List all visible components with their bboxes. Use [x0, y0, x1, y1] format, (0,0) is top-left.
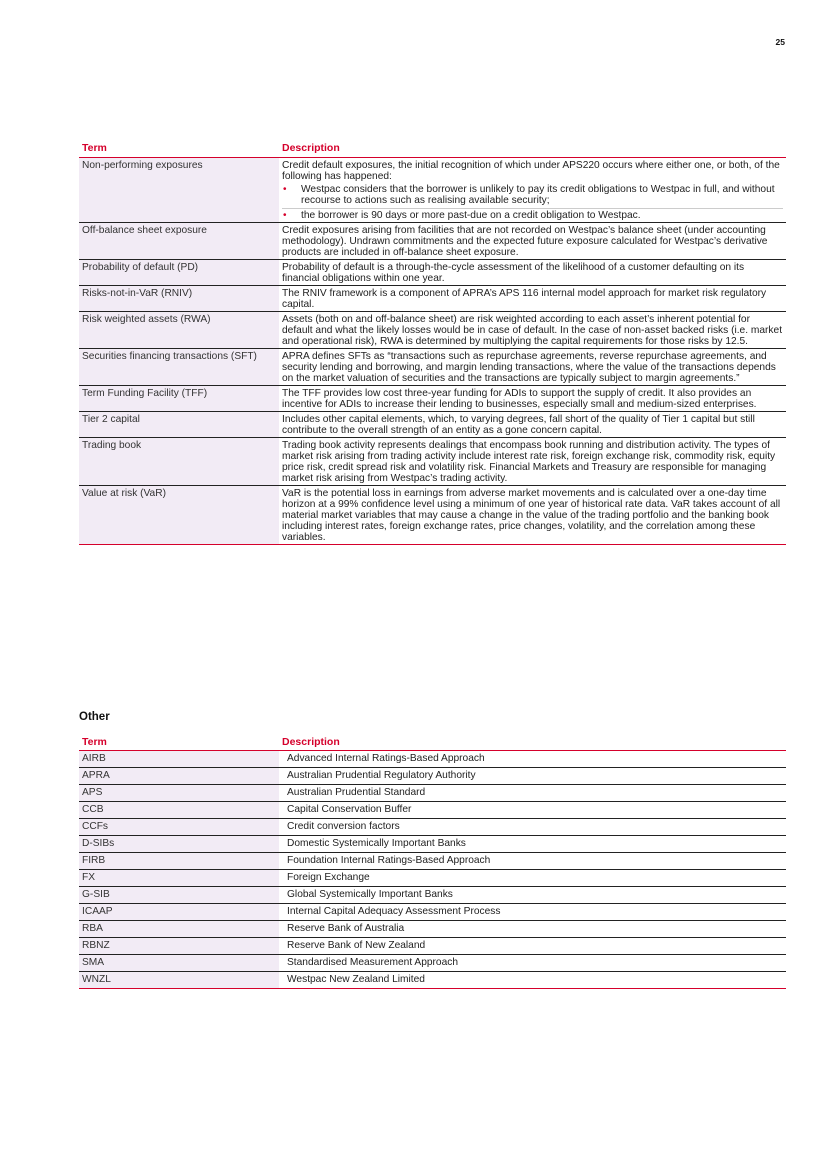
glossary-term: Term Funding Facility (TFF) [79, 386, 279, 412]
glossary-description: The TFF provides low cost three-year funding for ADIs to support the supply of credit. It also provides an incentive for ADIs to increase their lending to businesses, especially small and medium-sized enterprises. [279, 386, 786, 412]
abbreviation-meaning: Global Systemically Important Banks [279, 887, 786, 904]
table-row [79, 819, 786, 836]
table-row [79, 955, 786, 972]
table-row [79, 887, 786, 904]
table-row [79, 486, 786, 545]
table-row [79, 904, 786, 921]
abbreviation-meaning: Standardised Measurement Approach [279, 955, 786, 972]
table-row [79, 751, 786, 768]
table-row [79, 223, 786, 260]
glossary-header-row [79, 142, 786, 158]
glossary-description: The RNIV framework is a component of APRA’s APS 116 internal model approach for market risk regulatory capital. [279, 286, 786, 312]
abbreviation-meaning: Domestic Systemically Important Banks [279, 836, 786, 853]
abbreviation: APRA [79, 768, 279, 785]
glossary-term: Trading book [79, 438, 279, 486]
abbreviation: ICAAP [79, 904, 279, 921]
abbreviation: FX [79, 870, 279, 887]
abbreviation-meaning: Australian Prudential Regulatory Authority [279, 768, 786, 785]
table-row [79, 921, 786, 938]
bullet-list [282, 184, 783, 221]
table-row [79, 158, 786, 223]
glossary-description: APRA defines SFTs as “transactions such as repurchase agreements, reverse repurchase agreements, and security lending and borrowing, and margin lending transactions, where the value of the transactions depends on the market valuation of securities and the transactions are typically subject to margin agreements.” [279, 349, 786, 386]
abbreviation: RBA [79, 921, 279, 938]
abbreviation: AIRB [79, 751, 279, 768]
abbreviation-meaning: Reserve Bank of New Zealand [279, 938, 786, 955]
glossary-term: Tier 2 capital [79, 412, 279, 438]
abbreviation-meaning: Australian Prudential Standard [279, 785, 786, 802]
bullet-item: • Westpac considers that the borrower is unlikely to pay its credit obligations to Westpac in full, and without recourse to actions such as realising available security; [282, 184, 783, 206]
abbreviation-meaning: Westpac New Zealand Limited [279, 972, 786, 989]
abbreviation: FIRB [79, 853, 279, 870]
abbreviation-meaning: Advanced Internal Ratings-Based Approach [279, 751, 786, 768]
table-row [79, 853, 786, 870]
table-row [79, 870, 786, 887]
abbreviation: WNZL [79, 972, 279, 989]
glossary-term: Securities financing transactions (SFT) [79, 349, 279, 386]
table-row [79, 349, 786, 386]
glossary-term: Off-balance sheet exposure [79, 223, 279, 260]
table-row [79, 260, 786, 286]
table-row [79, 972, 786, 989]
abbreviation-meaning: Capital Conservation Buffer [279, 802, 786, 819]
table-row [79, 386, 786, 412]
abbreviation: CCB [79, 802, 279, 819]
abbreviation: G-SIB [79, 887, 279, 904]
table-row [79, 438, 786, 486]
table-row [79, 785, 786, 802]
abbreviations-table [79, 736, 786, 989]
table-row [79, 312, 786, 349]
glossary-description: VaR is the potential loss in earnings from adverse market movements and is calculated over a one-day time horizon at a 99% confidence level using a minimum of one year of historical rate data. VaR takes account of all material market variables that may cause a change in the value of the trading portfolio and the banking book including interest rates, foreign exchange rates, price changes, volatility, and the correlation among these variables. [279, 486, 786, 545]
page-number: 25 [775, 37, 785, 47]
glossary-table [79, 142, 786, 545]
bullet-item: • the borrower is 90 days or more past-due on a credit obligation to Westpac. [282, 208, 783, 221]
abbreviation-meaning: Reserve Bank of Australia [279, 921, 786, 938]
description-column-header: Description [279, 736, 786, 751]
table-row [79, 286, 786, 312]
table-row [79, 836, 786, 853]
glossary-term: Risks-not-in-VaR (RNIV) [79, 286, 279, 312]
abbreviation-meaning: Internal Capital Adequacy Assessment Process [279, 904, 786, 921]
glossary-term: Non-performing exposures [79, 158, 279, 223]
abbreviation: D-SIBs [79, 836, 279, 853]
table-row [79, 768, 786, 785]
other-section-heading: Other [79, 711, 110, 723]
abbreviation: SMA [79, 955, 279, 972]
glossary-description [279, 158, 786, 223]
abbreviation: APS [79, 785, 279, 802]
abbreviation-meaning: Foundation Internal Ratings-Based Approach [279, 853, 786, 870]
glossary-description: Probability of default is a through-the-cycle assessment of the likelihood of a customer defaulting on its financial obligations within one year. [279, 260, 786, 286]
glossary-description: Credit exposures arising from facilities that are not recorded on Westpac’s balance sheet (under accounting methodology). Undrawn commitments and the expected future exposure calculated for Westpac’s derivative products are included in off-balance sheet exposure. [279, 223, 786, 260]
glossary-description: Trading book activity represents dealings that encompass book running and distribution activity. The types of market risk arising from trading activity include interest rate risk, foreign exchange risk, commodity risk, equity price risk, credit spread risk and volatility risk. Financial Markets and Treasury are responsible for managing market risk arising from Westpac’s trading activity. [279, 438, 786, 486]
term-column-header: Term [79, 142, 279, 158]
abbreviation: CCFs [79, 819, 279, 836]
description-text: Credit default exposures, the initial recognition of which under APS220 occurs where either one, or both, of the following has happened: [282, 160, 780, 182]
term-column-header: Term [79, 736, 279, 751]
abbreviation-meaning: Credit conversion factors [279, 819, 786, 836]
abbreviation: RBNZ [79, 938, 279, 955]
abbreviations-header-row [79, 736, 786, 751]
abbreviation-meaning: Foreign Exchange [279, 870, 786, 887]
table-row [79, 412, 786, 438]
description-column-header: Description [279, 142, 786, 158]
glossary-term: Risk weighted assets (RWA) [79, 312, 279, 349]
table-row [79, 802, 786, 819]
glossary-description: Assets (both on and off-balance sheet) are risk weighted according to each asset’s inherent potential for default and what the likely losses would be in case of default. In the case of non-asset backed risks (i.e. market and operational risk), RWA is determined by multiplying the capital requirements for those risks by 12.5. [279, 312, 786, 349]
glossary-term: Probability of default (PD) [79, 260, 279, 286]
glossary-term: Value at risk (VaR) [79, 486, 279, 545]
table-row [79, 938, 786, 955]
glossary-description: Includes other capital elements, which, to varying degrees, fall short of the quality of Tier 1 capital but still contribute to the overall strength of an entity as a gone concern capital. [279, 412, 786, 438]
